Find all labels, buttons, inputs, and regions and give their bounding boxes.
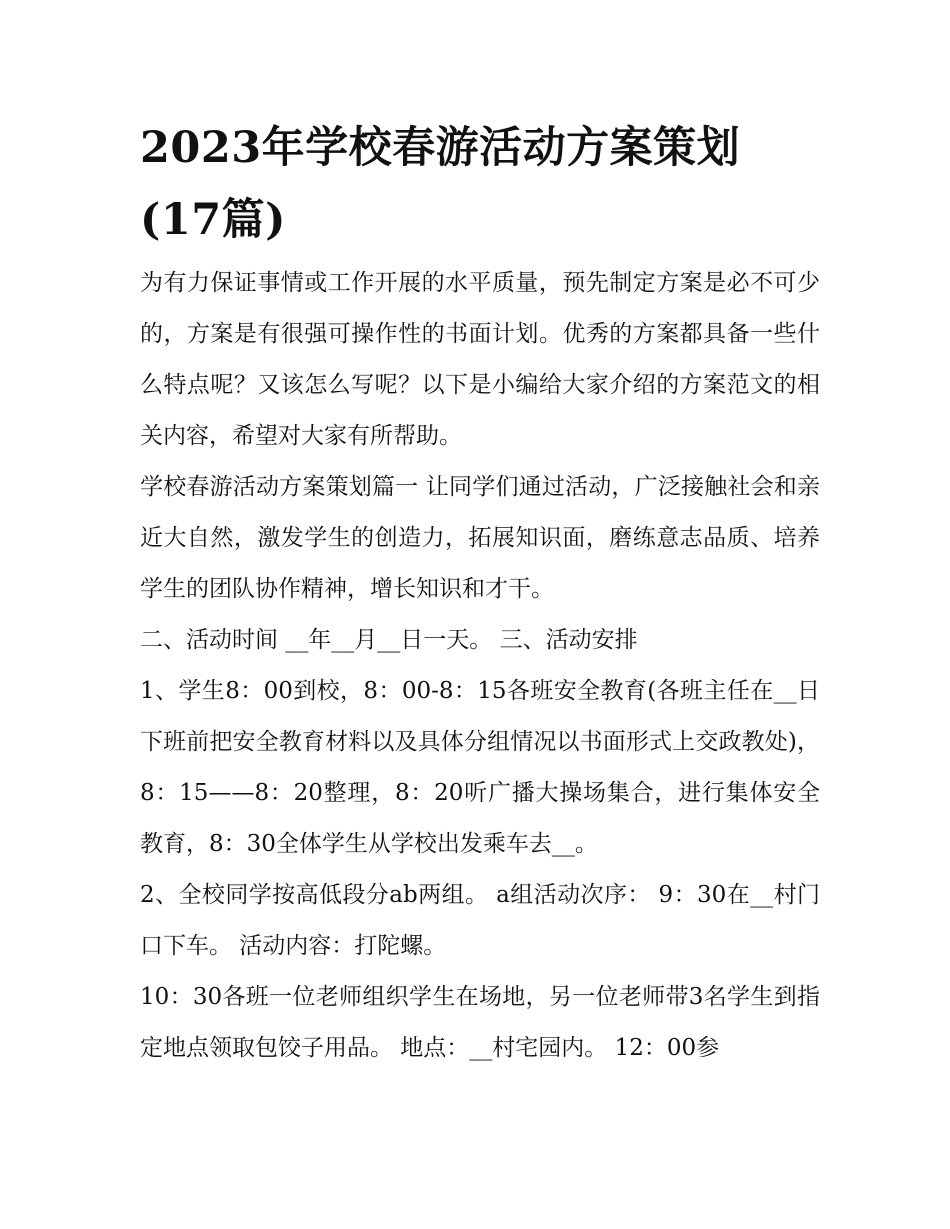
arrangement-item-2: 2、全校同学按高低段分ab两组。 a组活动次序： 9：30在__村门口下车。 活动内容：打陀螺。 bbox=[140, 882, 820, 959]
arrangement-item-1: 1、学生8：00到校，8：00-8：15各班安全教育(各班主任在__日下班前把安全教育材料以及具体分组情况以书面形式上交政教处)，8：15——8：20整理，8：20听广播大操场集合，进行集体安全教育，8：30全体学生从学校出发乘车去__。 bbox=[140, 678, 820, 857]
title-line-2: (17篇) bbox=[140, 195, 287, 245]
intro-paragraph: 为有力保证事情或工作开展的水平质量，预先制定方案是必不可少的，方案是有很强可操作性的书面计划。优秀的方案都具备一些什么特点呢？又该怎么写呢？以下是小编给大家介绍的方案范文的相关内容，希望对大家有所帮助。 bbox=[140, 270, 820, 449]
document-title bbox=[140, 112, 820, 256]
arrangement-item-3: 10：30各班一位老师组织学生在场地，另一位老师带3名学生到指定地点领取包饺子用品。 地点：__村宅园内。 12：00参 bbox=[140, 984, 820, 1061]
title-line-1: 2023年学校春游活动方案策划 bbox=[140, 123, 741, 173]
activity-time-paragraph: 二、活动时间 __年__月__日一天。 三、活动安排 bbox=[140, 627, 638, 653]
document-body bbox=[140, 112, 820, 1074]
section-one-paragraph: 学校春游活动方案策划篇一 让同学们通过活动，广泛接触社会和亲近大自然，激发学生的创造力，拓展知识面，磨练意志品质、培养学生的团队协作精神，增长知识和才干。 bbox=[140, 474, 820, 602]
